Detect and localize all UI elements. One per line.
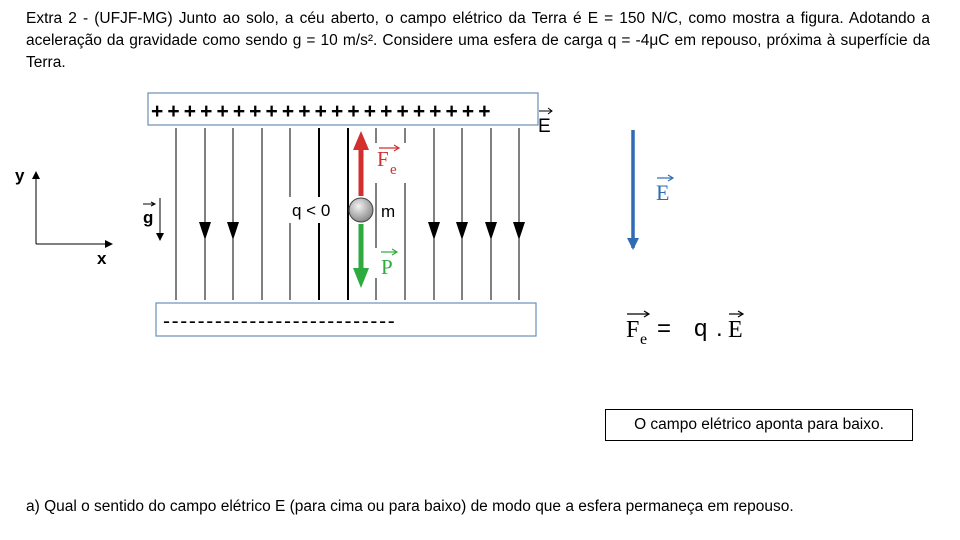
weight-arrowhead: [353, 268, 369, 288]
weight-label: P: [381, 255, 393, 279]
electric-force-subscript: e: [390, 162, 397, 178]
mass-label: m: [381, 202, 396, 221]
negative-charges: ---------------------------: [163, 310, 397, 333]
field-label-small: E: [538, 116, 551, 137]
charged-sphere: [349, 198, 373, 222]
problem-statement: Extra 2 - (UFJF-MG) Junto ao solo, a céu aberto, o campo elétrico da Terra é E = 150 N/C, como mostra a figura. Adotando a aceleração da gravidade como sendo g = 10 m/s². Considere uma esfera de carga q = -4μC em repouso, próxima à superfície da Terra.: [26, 10, 930, 71]
axes: [36, 172, 112, 244]
field-label-big: E: [656, 180, 670, 205]
field-lines: [176, 128, 519, 300]
axis-y-label: y: [15, 166, 25, 185]
gravity-label: g: [143, 208, 154, 227]
charge-label: q < 0: [292, 201, 331, 220]
electric-force-arrowhead: [353, 131, 369, 150]
formula: [626, 311, 743, 348]
answer-callout: O campo elétrico aponta para baixo.: [605, 409, 913, 441]
formula-q: q: [694, 315, 708, 342]
formula-dot: .: [716, 315, 723, 342]
formula-equals: =: [657, 315, 672, 342]
formula-lhs-subscript: e: [640, 331, 648, 348]
formula-rhs: E: [728, 317, 743, 343]
electric-force-label: F: [377, 147, 389, 171]
positive-charges: +++++++++++++++++++++: [151, 100, 495, 123]
question-a: a) Qual o sentido do campo elétrico E (para cima ou para baixo) de modo que a esfera permaneça em repouso.: [26, 498, 794, 515]
formula-lhs: F: [626, 317, 640, 343]
axis-x-label: x: [97, 249, 107, 268]
